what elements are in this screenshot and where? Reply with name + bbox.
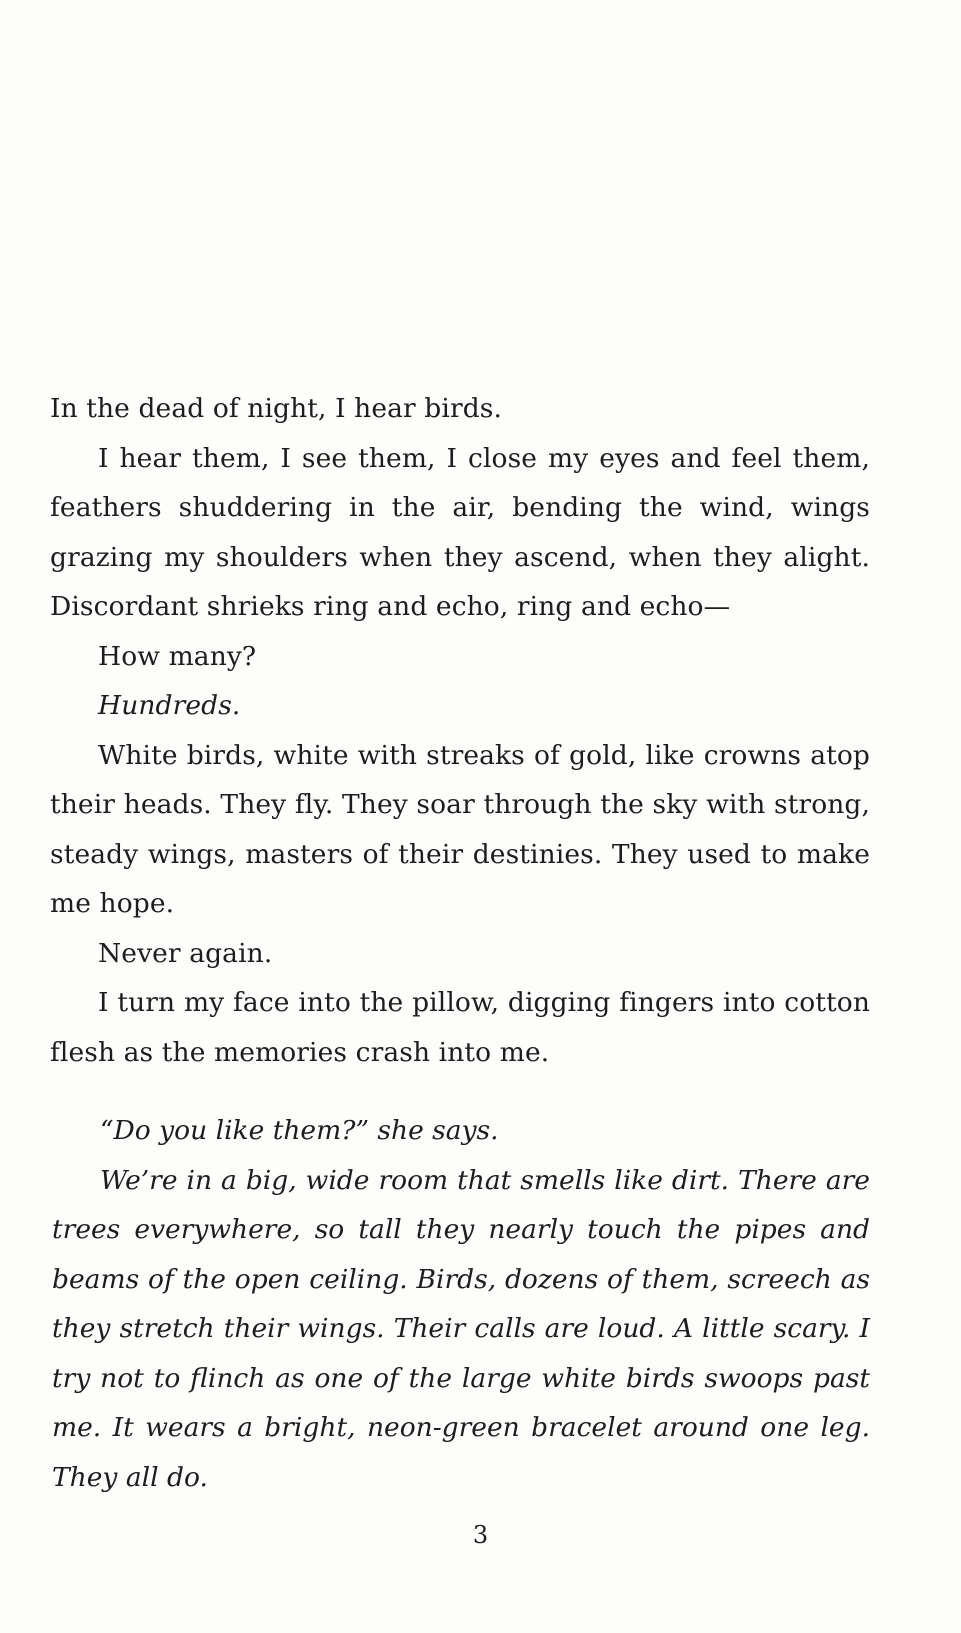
paragraph-how-many: How many? [98,640,257,672]
paragraph-big-wide-room: We’re in a big, wide room that smells like dirt. There are trees everywhere, so tall they nearly touch the pipes and beams of the open ceiling. Birds, dozens of them, screech as they stretch their wings. Their calls are loud. A little scary. I try not to flinch as one of the large white birds swoops past me. It wears a bright, neon-green bracelet around one leg. They all do. [52,1164,870,1493]
paragraph-opening: In the dead of night, I hear birds. [50,393,502,424]
paragraph-hundreds: Hundreds. [98,690,241,721]
flashback-text [52,1106,870,1502]
paragraph-do-you-like-them: “Do you like them?” she says. [100,1115,499,1146]
main-text [50,384,870,1077]
paragraph-pillow: I turn my face into the pillow, digging fingers into cotton flesh as the memories crash into me. [50,987,870,1068]
paragraph-never-again: Never again. [98,937,273,969]
paragraph-white-birds: White birds, white with streaks of gold, like crowns atop their heads. They fly. They soar through the sky with strong, steady wings, masters of their destinies. They used to make me hope. [50,739,870,919]
page-number: 3 [472,1521,489,1549]
paragraph-birds-feel: I hear them, I see them, I close my eyes and feel them, feathers shuddering in the air, bending the wind, wings grazing my shoulders when they ascend, when they alight. Discordant shrieks ring and echo, ring and echo— [50,442,870,622]
